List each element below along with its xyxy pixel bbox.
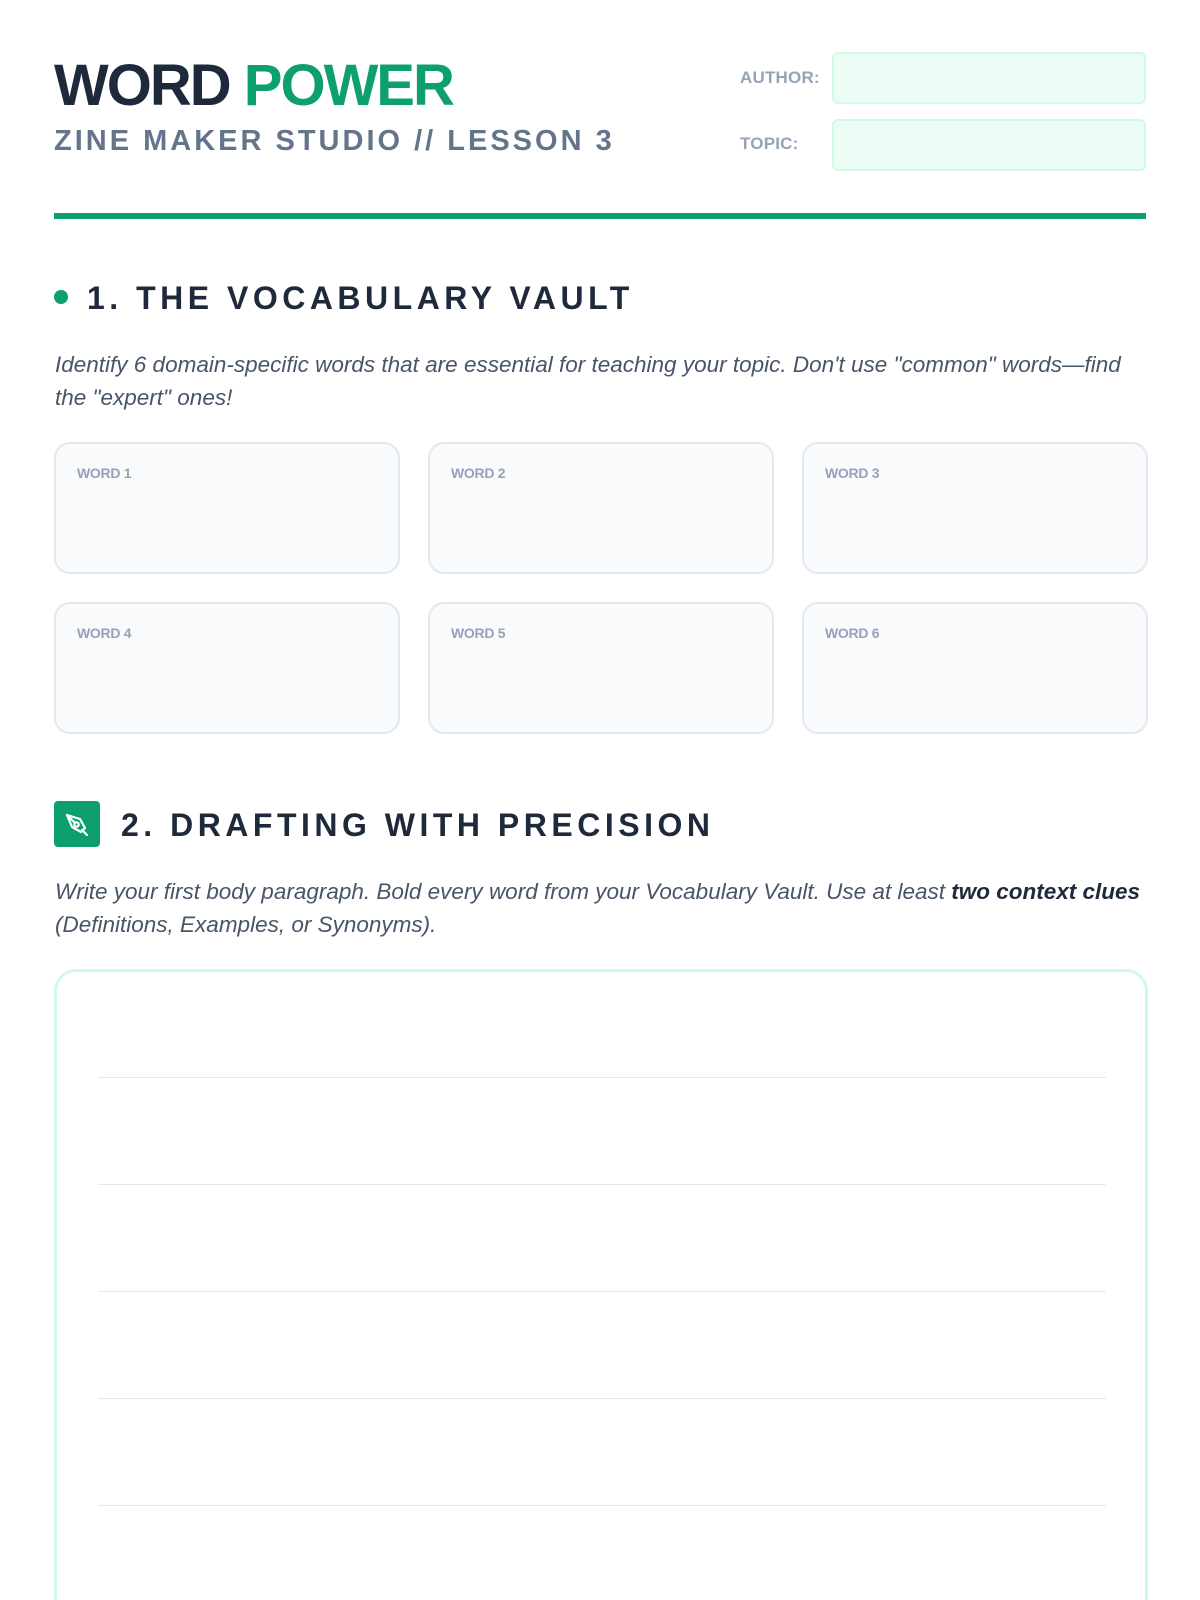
author-field[interactable] [832,52,1146,104]
word-label: WORD 3 [825,465,880,481]
word-card-3[interactable] [802,442,1148,574]
instructions-text-end: (Definitions, Examples, or Synonyms). [55,912,437,937]
section1-instructions: Identify 6 domain-specific words that are essential for teaching your topic. Don't use "common" words—find the "expert" ones! [55,352,1121,410]
word-card-5[interactable] [428,602,774,734]
word-label: WORD 2 [451,465,506,481]
writing-line [98,1398,1106,1399]
header-divider [54,213,1146,219]
word-card-4[interactable] [54,602,400,734]
writing-line [98,1505,1106,1506]
word-label: WORD 6 [825,625,880,641]
title-power: POWER [243,53,453,118]
draft-writing-area[interactable] [54,969,1148,1600]
word-card-2[interactable] [428,442,774,574]
page-title [54,53,453,118]
worksheet-header [54,52,1146,184]
section2-instructions [55,875,1150,941]
section-bullet-icon [54,290,68,304]
writing-line [98,1291,1106,1292]
author-label: AUTHOR: [740,68,820,87]
word-label: WORD 1 [77,465,132,481]
section2-title: 2. DRAFTING WITH PRECISION [121,807,715,843]
word-label: WORD 5 [451,625,506,641]
writing-line [98,1184,1106,1185]
topic-field[interactable] [832,119,1146,171]
word-card-1[interactable] [54,442,400,574]
page-subtitle: ZINE MAKER STUDIO // LESSON 3 [54,125,615,157]
word-label: WORD 4 [77,625,132,641]
topic-label: TOPIC: [740,134,799,153]
title-word: WORD [54,53,230,118]
writing-line [98,1077,1106,1078]
section1-title: 1. THE VOCABULARY VAULT [87,280,634,316]
instructions-text: Write your first body paragraph. Bold every word from your Vocabulary Vault. Use at least [55,879,952,904]
word-card-6[interactable] [802,602,1148,734]
instructions-emphasis: two context clues [951,879,1141,904]
pen-icon [54,801,100,847]
